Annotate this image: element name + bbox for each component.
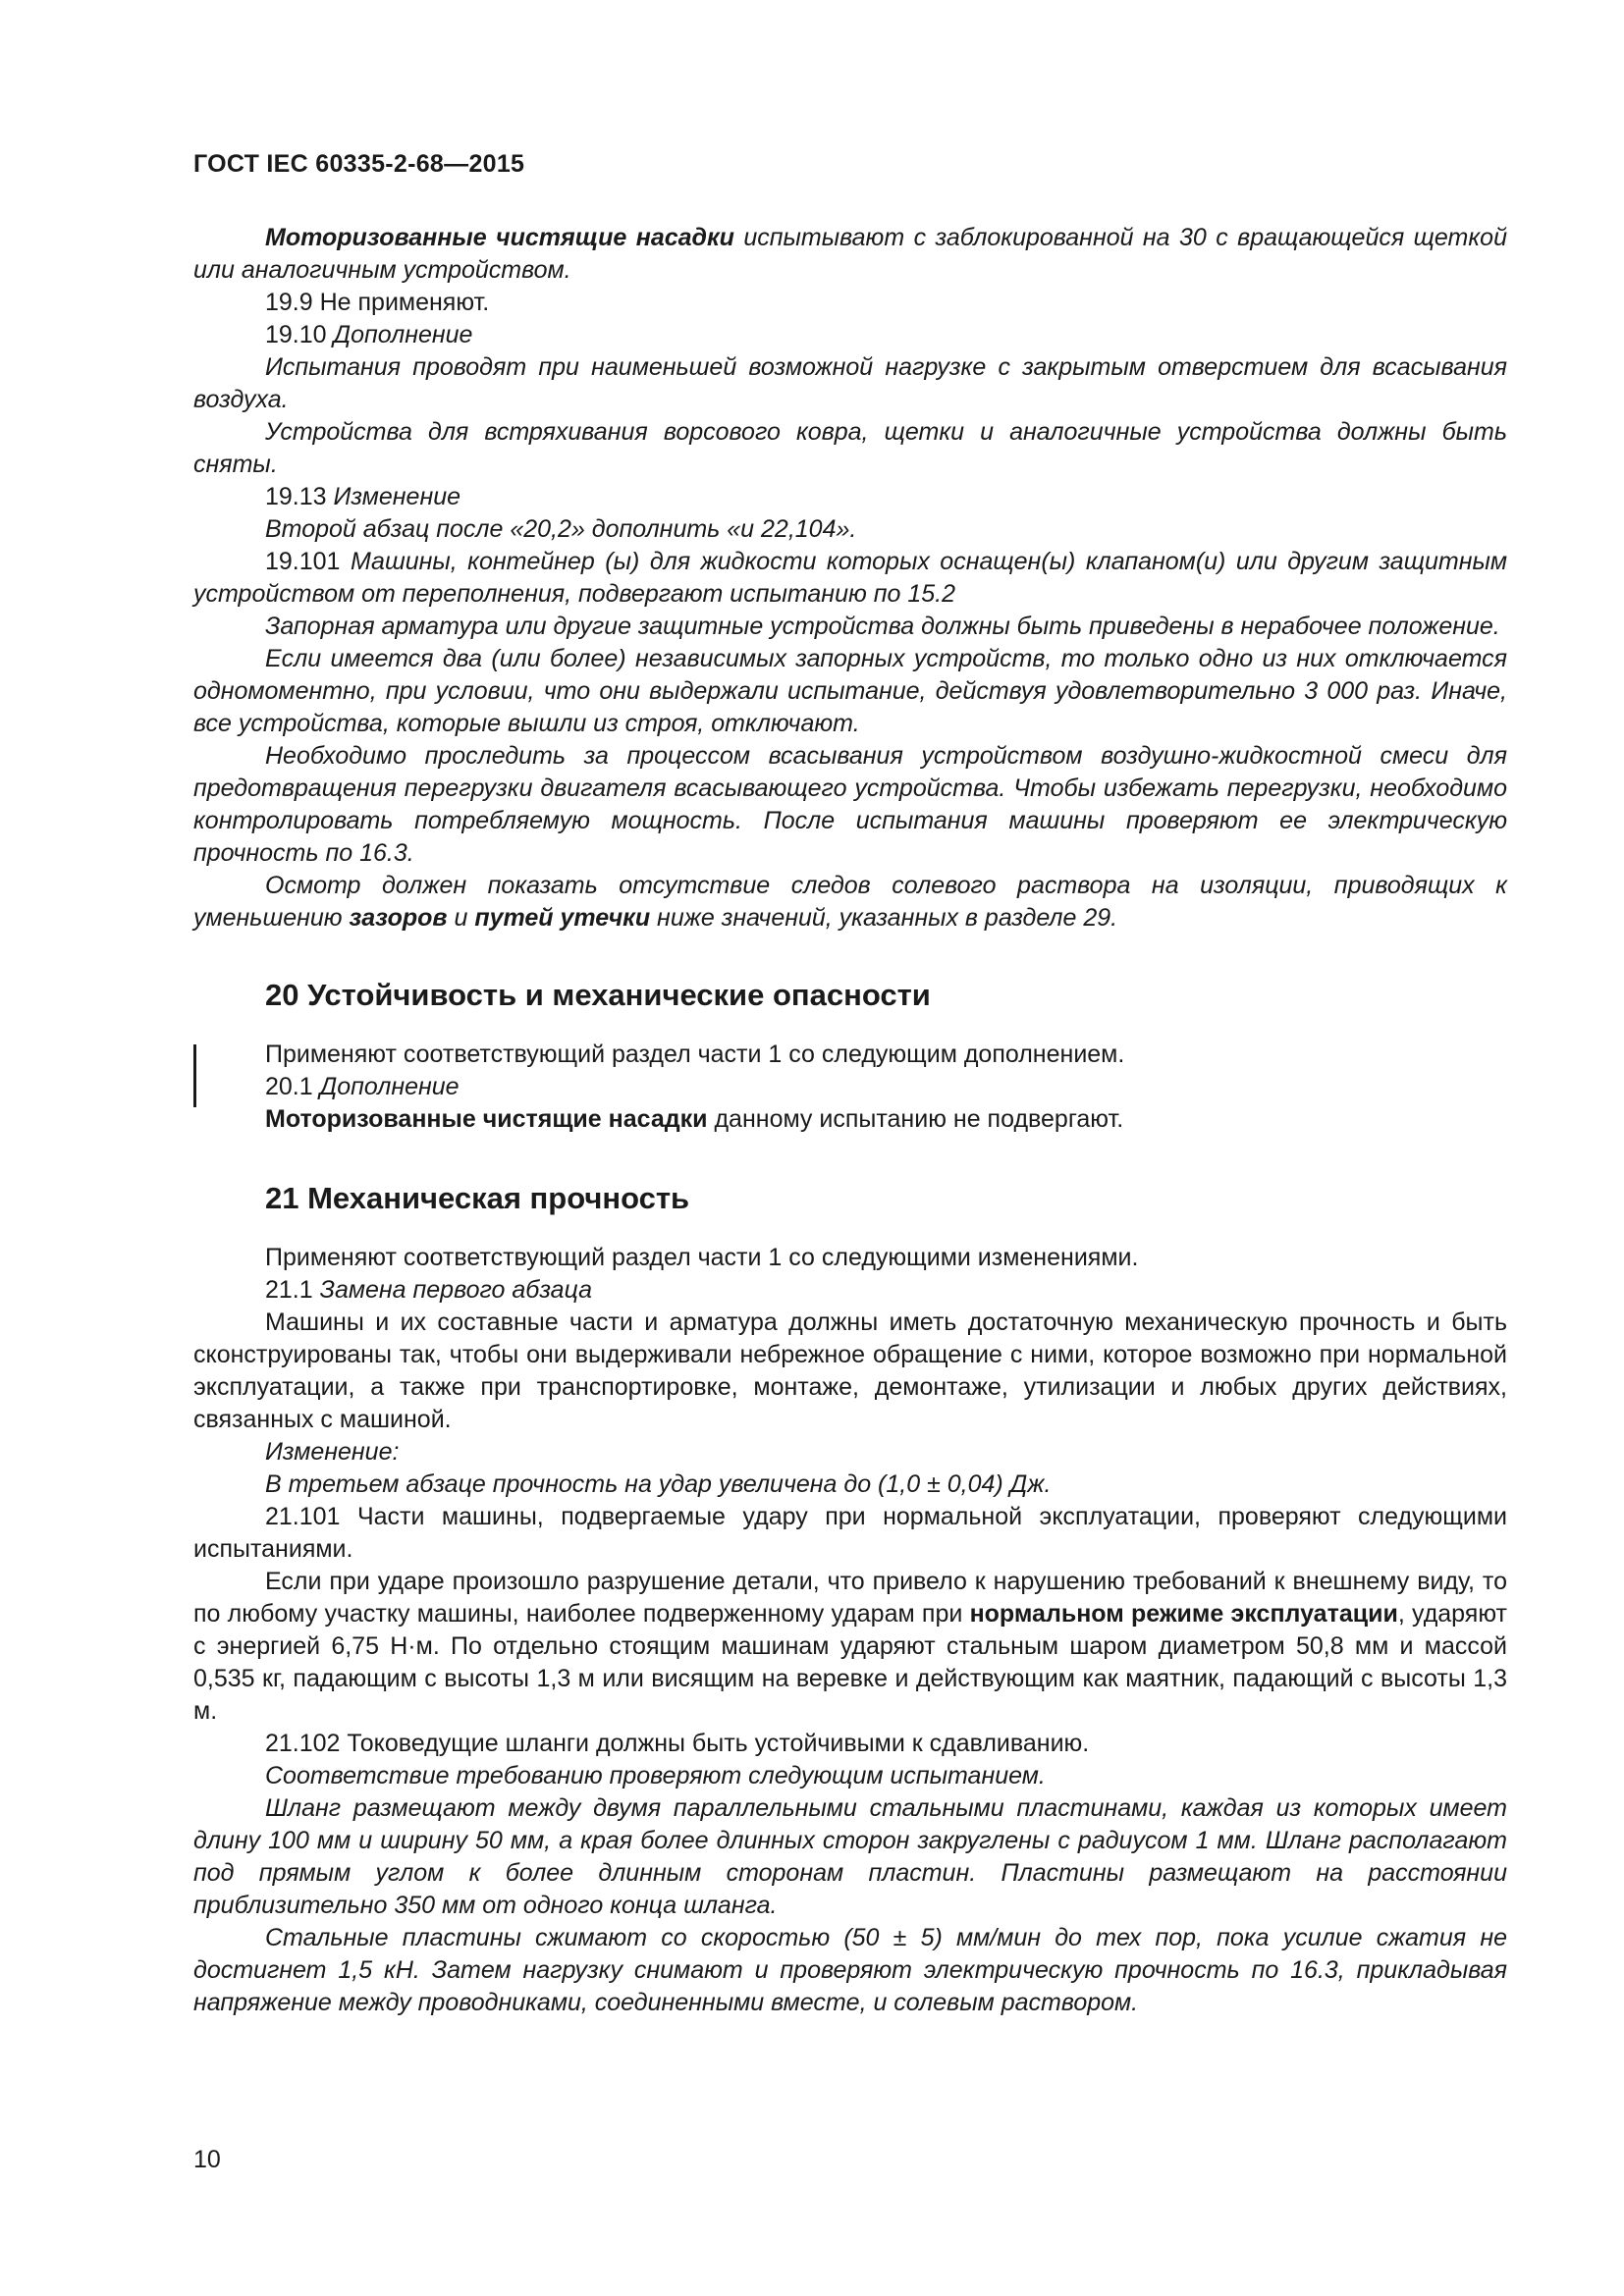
paragraph bbox=[193, 1103, 1507, 1136]
text-run: В третьем абзаце прочность на удар увеличена до (1,0 ± 0,04) Дж. bbox=[265, 1470, 1052, 1498]
paragraph bbox=[193, 1760, 1507, 1792]
text-run: данному испытанию не подвергают. bbox=[707, 1105, 1124, 1133]
paragraph bbox=[193, 546, 1507, 611]
section-19-continuation bbox=[193, 222, 1507, 934]
section-20-last-paragraph bbox=[193, 1103, 1507, 1136]
text-run: 19.13 bbox=[265, 483, 334, 510]
section-21-body bbox=[193, 1242, 1507, 2019]
text-run: ниже значений, указанных в разделе 29. bbox=[650, 904, 1118, 932]
text-run: 19.101 bbox=[265, 548, 351, 575]
paragraph bbox=[193, 222, 1507, 287]
paragraph bbox=[193, 416, 1507, 481]
text-run: Шланг размещают между двумя параллельными стальными пластинами, каждая из которых имеет длину 100 мм и ширину 50 мм, а края более длинных сторон закруглены с радиусом 1 мм. Шланг располагают под прямым углом к более длинным сторонам пластин. Пластины размещают на расстоянии приблизительно 350 мм от одного конца шланга. bbox=[193, 1794, 1507, 1919]
paragraph bbox=[193, 1922, 1507, 2019]
text-run: Изменение bbox=[333, 483, 461, 510]
section-20-paragraphs bbox=[193, 1039, 1507, 1103]
document-header: ГОСТ IEC 60335-2-68—2015 bbox=[193, 150, 525, 178]
section-21-heading: 21 Механическая прочность bbox=[265, 1181, 690, 1215]
paragraph bbox=[193, 1436, 1507, 1468]
text-run: испытывают с заблокированной на 30 с вращающейся щеткой или аналогичным устройством. bbox=[193, 224, 1507, 284]
text-run: Моторизованные чистящие насадки bbox=[265, 1105, 708, 1133]
text-run: зазоров bbox=[349, 904, 448, 932]
text-run: Запорная арматура или другие защитные устройства должны быть приведены в нерабочее положение. bbox=[265, 613, 1500, 640]
section-20-body bbox=[193, 1039, 1507, 1136]
text-run: Соответствие требованию проверяют следующим испытанием. bbox=[265, 1762, 1046, 1789]
text-run: 21.102 Токоведущие шланги должны быть устойчивыми к сдавливанию. bbox=[265, 1730, 1090, 1757]
paragraph bbox=[193, 1728, 1507, 1760]
text-run: Осмотр должен показать отсутствие следов солевого раствора на изоляции, приводящих к уменьшению bbox=[193, 872, 1507, 932]
text-run: путей утечки bbox=[474, 904, 651, 932]
paragraph bbox=[193, 1242, 1507, 1274]
paragraph bbox=[193, 740, 1507, 870]
text-run: Изменение: bbox=[265, 1438, 400, 1466]
text-run: и bbox=[447, 904, 475, 932]
text-run: Применяют соответствующий раздел части 1 со следующими изменениями. bbox=[265, 1244, 1139, 1271]
text-run: 21.1 bbox=[265, 1276, 320, 1304]
text-run: Дополнение bbox=[333, 321, 473, 348]
text-run: Испытания проводят при наименьшей возможной нагрузке с закрытым отверстием для всасывания воздуха. bbox=[193, 353, 1507, 413]
section-20-heading: 20 Устойчивость и механические опасности bbox=[265, 978, 931, 1012]
page-content bbox=[193, 222, 1507, 2019]
paragraph bbox=[193, 1566, 1507, 1728]
text-run: , ударяют с энергией 6,75 Н·м. По отдельно стоящим машинам ударяют стальным шаром диаметром 50,8 мм и массой 0,535 кг, падающим с высоты 1,3 м или висящим на веревке и действующим как маятник, падающий с высоты 1,3 м. bbox=[193, 1600, 1507, 1725]
text-run: Дополнение bbox=[319, 1073, 460, 1100]
paragraph bbox=[193, 1071, 1507, 1103]
text-run: 21.101 Части машины, подвергаемые удару при нормальной эксплуатации, проверяют следующими испытаниями. bbox=[193, 1503, 1507, 1563]
page-number: 10 bbox=[193, 2146, 221, 2173]
text-run: Моторизованные чистящие насадки bbox=[265, 224, 734, 251]
text-run: Машины, контейнер (ы) для жидкости которых оснащен(ы) клапаном(и) или другим защитным устройством от переполнения, подвергают испытанию по 15.2 bbox=[193, 548, 1507, 608]
text-run: 19.10 bbox=[265, 321, 334, 348]
text-run: Необходимо проследить за процессом всасывания устройством воздушно-жидкостной смеси для предотвращения перегрузки двигателя всасывающего устройства. Чтобы избежать перегрузки, необходимо контролировать потребляемую мощность. После испытания машины проверяют ее электрическую прочность по 16.3. bbox=[193, 742, 1507, 867]
paragraph bbox=[193, 1039, 1507, 1071]
paragraph bbox=[193, 1307, 1507, 1436]
text-run: Если имеется два (или более) независимых запорных устройств, то только одно из них отключается одномоментно, при условии, что они выдержали испытание, действуя удовлетворительно 3 000 раз. Иначе, все устройства, которые вышли из строя, отключают. bbox=[193, 645, 1507, 737]
text-run: 19.9 Не применяют. bbox=[265, 289, 490, 316]
paragraph bbox=[193, 1274, 1507, 1307]
paragraph bbox=[193, 1501, 1507, 1566]
text-run: Второй абзац после «20,2» дополнить «и 22,104». bbox=[265, 515, 857, 543]
paragraph bbox=[193, 351, 1507, 416]
text-run: Замена первого абзаца bbox=[319, 1276, 593, 1304]
paragraph bbox=[193, 319, 1507, 351]
paragraph bbox=[193, 287, 1507, 319]
text-run: Стальные пластины сжимают со скоростью (50 ± 5) мм/мин до тех пор, пока усилие сжатия не достигнет 1,5 кН. Затем нагрузку снимают и проверяют электрическую прочность по 16.3, прикладывая напряжение между проводниками, соединенными вместе, и солевым раствором. bbox=[193, 1924, 1507, 2016]
text-run: Применяют соответствующий раздел части 1 со следующим дополнением. bbox=[265, 1041, 1125, 1068]
text-run: Машины и их составные части и арматура должны иметь достаточную механическую прочность и быть сконструированы так, чтобы они выдерживали небрежное обращение с ними, которое возможно при нормальной эксплуатации, а также при транспортировке, монтаже, демонтаже, утилизации и любых других действиях, связанных с машиной. bbox=[193, 1308, 1507, 1433]
text-run: Если при ударе произошло разрушение детали, что привело к нарушению требований к внешнему виду, то по любому участку машины, наиболее подверженному ударам при bbox=[193, 1568, 1507, 1628]
text-run: Устройства для встряхивания ворсового ковра, щетки и аналогичные устройства должны быть сняты. bbox=[193, 418, 1507, 478]
paragraph bbox=[193, 643, 1507, 740]
text-run: нормальном режиме эксплуатации bbox=[969, 1600, 1398, 1628]
text-run: 20.1 bbox=[265, 1073, 320, 1100]
paragraph bbox=[193, 1792, 1507, 1922]
change-bar bbox=[193, 1044, 196, 1107]
paragraph bbox=[193, 611, 1507, 643]
paragraph bbox=[193, 870, 1507, 934]
paragraph bbox=[193, 1468, 1507, 1501]
paragraph bbox=[193, 513, 1507, 546]
paragraph bbox=[193, 481, 1507, 513]
